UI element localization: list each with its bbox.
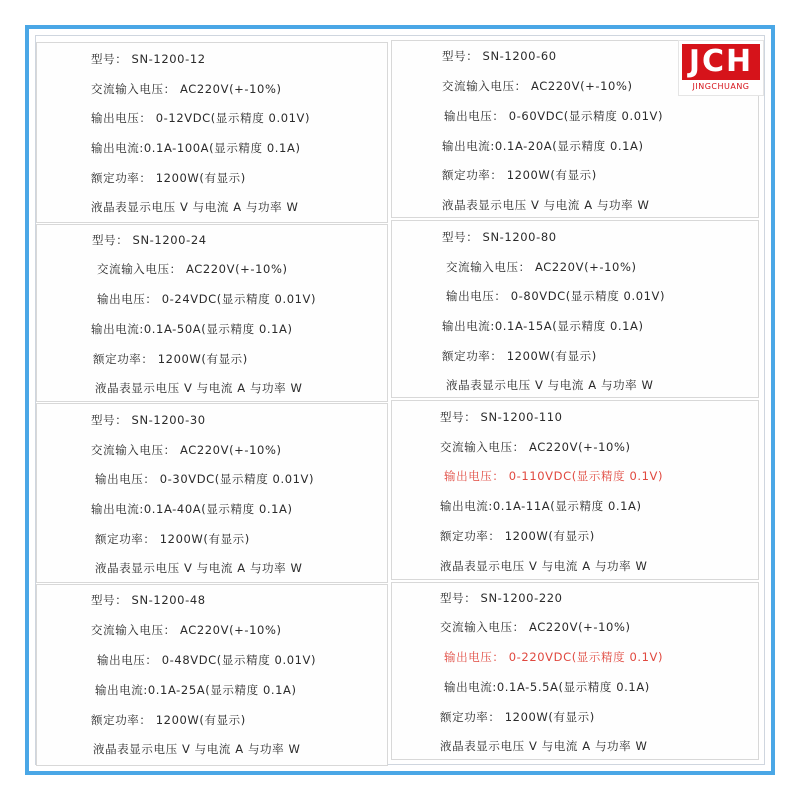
model-label: 型号： SN-1200-60 [442, 49, 557, 63]
output-voltage: 输出电压： 0-24VDC(显示精度 0.01V) [97, 292, 317, 306]
rated-power: 额定功率： 1200W(有显示) [440, 710, 595, 724]
output-current: 输出电流:0.1A-15A(显示精度 0.1A) [442, 319, 644, 333]
rated-power: 额定功率： 1200W(有显示) [440, 529, 595, 543]
display-note: 液晶表显示电压 V 与电流 A 与功率 W [440, 739, 648, 753]
rated-power: 额定功率： 1200W(有显示) [91, 713, 246, 727]
output-voltage: 输出电压： 0-12VDC(显示精度 0.01V) [91, 111, 311, 125]
input-voltage: 交流输入电压： AC220V(+-10%) [91, 623, 282, 637]
output-current: 输出电流:0.1A-40A(显示精度 0.1A) [91, 502, 293, 516]
logo-mark-text: JCH [688, 44, 754, 79]
logo-brand-name: JINGCHUANG [692, 82, 750, 91]
display-note: 液晶表显示电压 V 与电流 A 与功率 W [95, 561, 303, 575]
input-voltage: 交流输入电压： AC220V(+-10%) [91, 443, 282, 457]
jingchuang-logo [678, 40, 764, 96]
display-note: 液晶表显示电压 V 与电流 A 与功率 W [93, 742, 301, 756]
spec-card-sn-1200-220 [391, 582, 759, 760]
input-voltage: 交流输入电压： AC220V(+-10%) [91, 82, 282, 96]
output-voltage: 输出电压： 0-60VDC(显示精度 0.01V) [444, 109, 664, 123]
spec-card-sn-1200-24 [36, 224, 388, 402]
model-label: 型号： SN-1200-220 [440, 591, 563, 605]
input-voltage: 交流输入电压： AC220V(+-10%) [446, 260, 637, 274]
rated-power: 额定功率： 1200W(有显示) [91, 171, 246, 185]
model-label: 型号： SN-1200-110 [440, 410, 563, 424]
spec-card-sn-1200-30 [36, 403, 388, 583]
output-current: 输出电流:0.1A-20A(显示精度 0.1A) [442, 139, 644, 153]
input-voltage: 交流输入电压： AC220V(+-10%) [440, 620, 631, 634]
rated-power: 额定功率： 1200W(有显示) [442, 349, 597, 363]
model-label: 型号： SN-1200-12 [91, 52, 206, 66]
output-voltage: 输出电压： 0-48VDC(显示精度 0.01V) [97, 653, 317, 667]
rated-power: 额定功率： 1200W(有显示) [442, 168, 597, 182]
model-label: 型号： SN-1200-30 [91, 413, 206, 427]
display-note: 液晶表显示电压 V 与电流 A 与功率 W [442, 198, 650, 212]
output-current: 输出电流:0.1A-11A(显示精度 0.1A) [440, 499, 642, 513]
output-current: 输出电流:0.1A-100A(显示精度 0.1A) [91, 141, 301, 155]
model-label: 型号： SN-1200-48 [91, 593, 206, 607]
spec-card-sn-1200-80 [391, 220, 759, 398]
logo-mark [682, 44, 760, 80]
output-current: 输出电流:0.1A-50A(显示精度 0.1A) [91, 322, 293, 336]
model-label: 型号： SN-1200-80 [442, 230, 557, 244]
output-voltage: 输出电压： 0-110VDC(显示精度 0.1V) [444, 469, 664, 483]
rated-power: 额定功率： 1200W(有显示) [93, 352, 248, 366]
spec-card-sn-1200-12 [36, 42, 388, 223]
input-voltage: 交流输入电压： AC220V(+-10%) [442, 79, 633, 93]
model-label: 型号： SN-1200-24 [92, 233, 207, 247]
spec-card-sn-1200-48 [36, 584, 388, 766]
input-voltage: 交流输入电压： AC220V(+-10%) [97, 262, 288, 276]
display-note: 液晶表显示电压 V 与电流 A 与功率 W [95, 381, 303, 395]
display-note: 液晶表显示电压 V 与电流 A 与功率 W [446, 378, 654, 392]
display-note: 液晶表显示电压 V 与电流 A 与功率 W [91, 200, 299, 214]
output-current: 输出电流:0.1A-5.5A(显示精度 0.1A) [444, 680, 650, 694]
output-voltage: 输出电压： 0-80VDC(显示精度 0.01V) [446, 289, 666, 303]
input-voltage: 交流输入电压： AC220V(+-10%) [440, 440, 631, 454]
output-current: 输出电流:0.1A-25A(显示精度 0.1A) [95, 683, 297, 697]
output-voltage: 输出电压： 0-220VDC(显示精度 0.1V) [444, 650, 664, 664]
display-note: 液晶表显示电压 V 与电流 A 与功率 W [440, 559, 648, 573]
rated-power: 额定功率： 1200W(有显示) [95, 532, 250, 546]
spec-card-sn-1200-110 [391, 400, 759, 580]
output-voltage: 输出电压： 0-30VDC(显示精度 0.01V) [95, 472, 315, 486]
